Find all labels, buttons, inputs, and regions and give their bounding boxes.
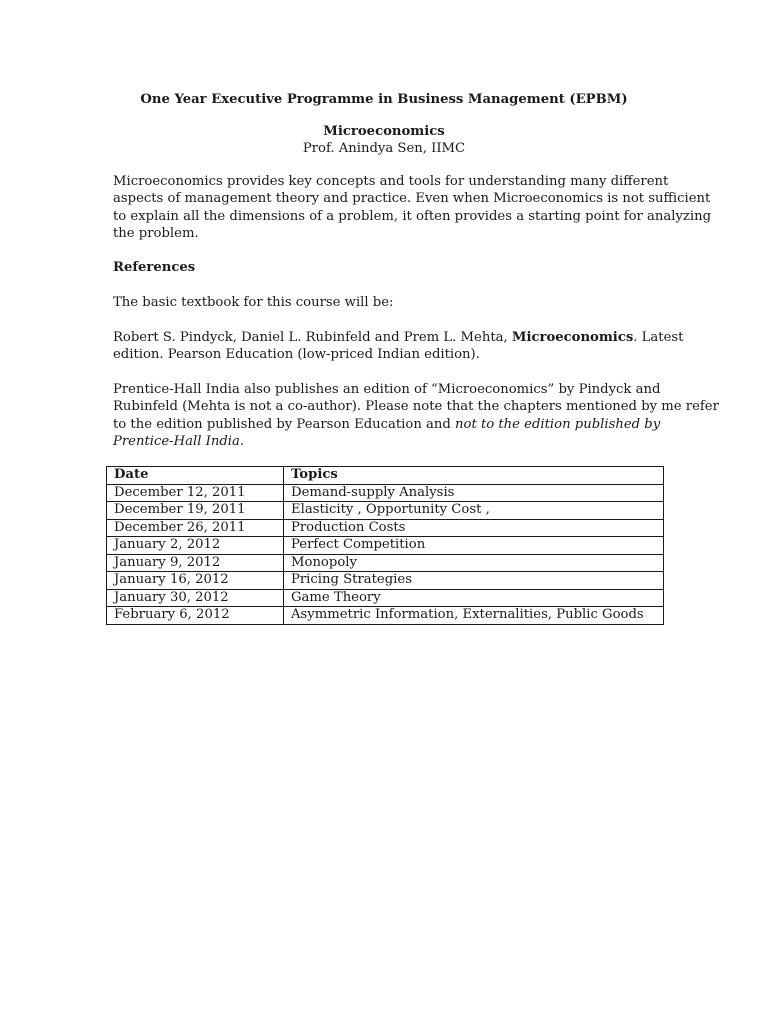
textbook-citation [113, 329, 684, 364]
edition-note [113, 381, 719, 450]
document-title: One Year Executive Programme in Business Management (EPBM) [140, 92, 628, 107]
column-header-topics: Topics [284, 467, 664, 485]
table-row [107, 589, 664, 607]
course-title: Microeconomics [323, 124, 445, 139]
textbook-intro: The basic textbook for this course will be: [113, 295, 394, 310]
schedule-table [106, 466, 664, 625]
session-topic: Demand-supply Analysis [284, 484, 664, 502]
citation-edition-start: . Latest [633, 330, 684, 345]
citation-book-title: Microeconomics [511, 330, 634, 345]
session-topic: Asymmetric Information, Externalities, Public Goods [284, 607, 664, 625]
session-topic: Pricing Strategies [284, 572, 664, 590]
table-row [107, 537, 664, 555]
intro-line: Microeconomics provides key concepts and tools for understanding many different [113, 174, 669, 189]
note-line: Rubinfeld (Mehta is not a co-author). Please note that the chapters mentioned by me refer [113, 399, 719, 415]
column-header-date: Date [107, 467, 284, 485]
session-date: January 16, 2012 [107, 572, 284, 590]
session-date: December 26, 2011 [107, 519, 284, 537]
session-date: January 2, 2012 [107, 537, 284, 555]
intro-line: aspects of management theory and practice. Even when Microeconomics is not sufficient [113, 191, 711, 207]
session-topic: Monopoly [284, 554, 664, 572]
citation-authors: Robert S. Pindyck, Daniel L. Rubinfeld and Prem L. Mehta, [113, 330, 512, 345]
course-instructor: Prof. Anindya Sen, IIMC [302, 141, 466, 156]
session-topic: Perfect Competition [284, 537, 664, 555]
session-date: December 19, 2011 [107, 502, 284, 520]
intro-line: the problem. [113, 225, 199, 241]
session-date: February 6, 2012 [107, 607, 284, 625]
note-line [113, 433, 658, 450]
references-heading: References [113, 260, 196, 275]
intro-line: to explain all the dimensions of a problem, it often provides a starting point for analyzing [113, 208, 712, 224]
session-topic: Elasticity , Opportunity Cost , [284, 502, 664, 520]
note-text: . [239, 433, 245, 449]
note-line: Prentice-Hall India also publishes an edition of “Microeconomics” by Pindyck and [113, 382, 661, 397]
table-row [107, 607, 664, 625]
citation-line: edition. Pearson Education (low-priced Indian edition). [113, 347, 480, 363]
note-line [113, 416, 661, 433]
session-topic: Game Theory [284, 589, 664, 607]
session-date: December 12, 2011 [107, 484, 284, 502]
citation-line [113, 329, 684, 346]
table-header-row [107, 467, 664, 485]
session-date: January 30, 2012 [107, 589, 284, 607]
table-row [107, 572, 664, 590]
intro-paragraph [113, 173, 712, 242]
table-row [107, 484, 664, 502]
table-row [107, 519, 664, 537]
session-topic: Production Costs [284, 519, 664, 537]
table-row [107, 554, 664, 572]
session-date: January 9, 2012 [107, 554, 284, 572]
note-emphasis: not to the edition published by [455, 416, 661, 432]
table-row [107, 502, 664, 520]
note-text: to the edition published by Pearson Education and [113, 416, 456, 432]
note-emphasis: Prentice-Hall India [113, 433, 240, 449]
